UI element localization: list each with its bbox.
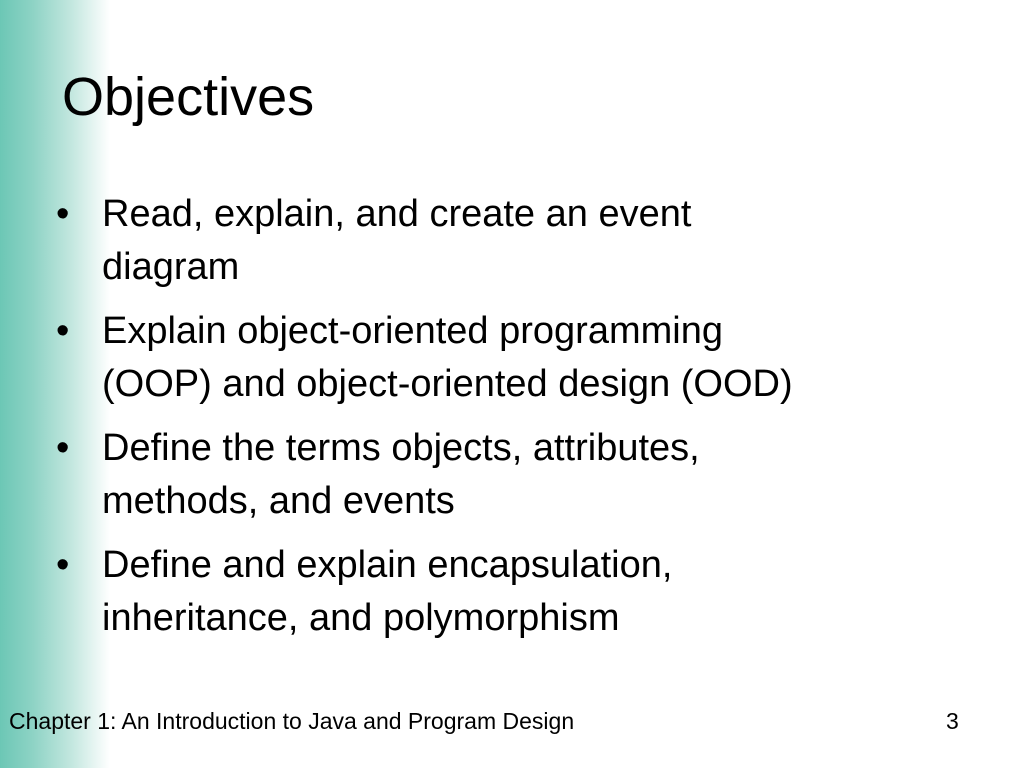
footer-chapter-title: Chapter 1: An Introduction to Java and Program Design (9, 708, 575, 734)
bullet-line: methods, and events (102, 480, 455, 522)
bullet-line: Define the terms objects, attributes, (102, 427, 700, 469)
bullet-line: Explain object-oriented programming (102, 310, 723, 352)
bullet-line: Read, explain, and create an event (102, 193, 692, 235)
bullet-line: inheritance, and polymorphism (102, 597, 620, 639)
bullet-item (56, 422, 956, 528)
slide-title: Objectives (62, 67, 315, 127)
bullet-item (56, 539, 956, 645)
bullet-marker: • (56, 427, 70, 469)
objectives-list (56, 188, 956, 656)
bullet-marker: • (56, 544, 70, 586)
bullet-item (56, 188, 956, 294)
bullet-line: diagram (102, 246, 240, 288)
bullet-line: (OOP) and object-oriented design (OOD) (102, 363, 793, 405)
bullet-item (56, 305, 956, 411)
footer-page-number: 3 (946, 708, 959, 734)
bullet-marker: • (56, 193, 70, 235)
bullet-line: Define and explain encapsulation, (102, 544, 673, 586)
bullet-marker: • (56, 310, 70, 352)
